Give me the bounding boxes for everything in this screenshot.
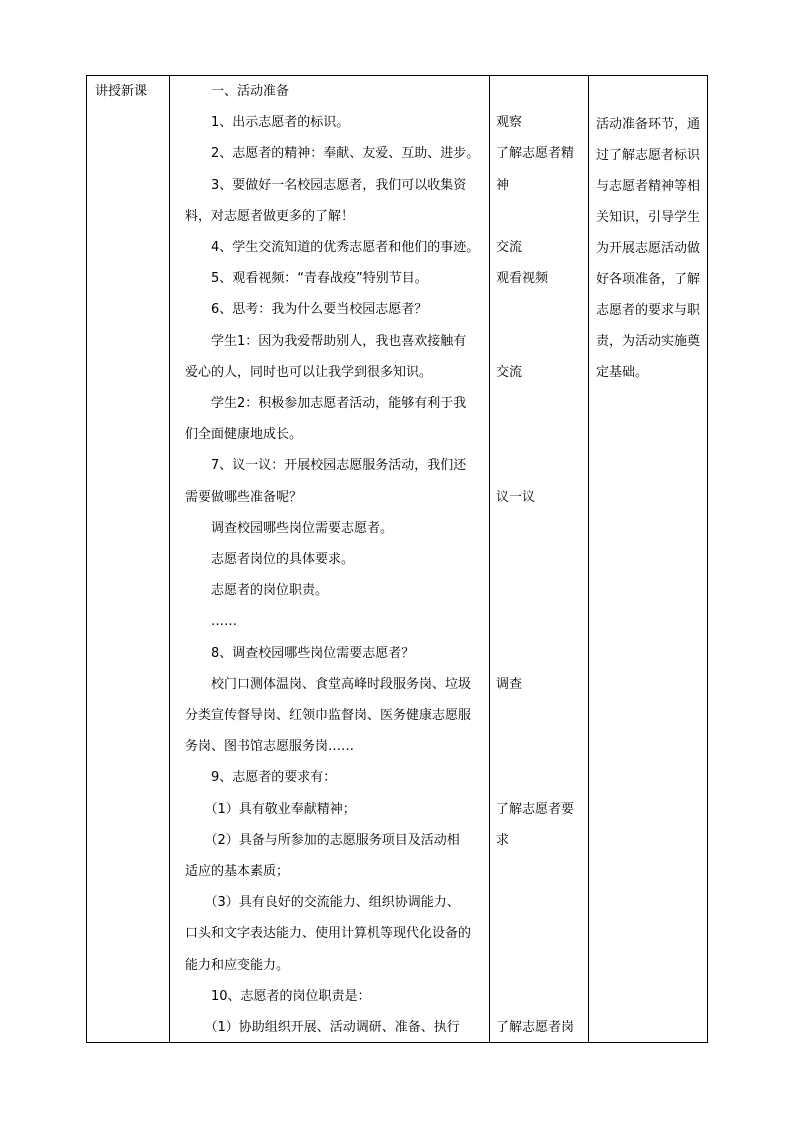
content-line: 一、活动准备 — [185, 84, 290, 99]
activity-line: 了解志愿者岗 — [496, 1020, 575, 1035]
content-line: 学生2：积极参加志愿者活动，能够有利于我 — [185, 396, 467, 411]
content-line: 7、议一议：开展校园志愿服务活动，我们还 — [185, 458, 467, 474]
content-line: 1、出示志愿者的标识。 — [185, 115, 350, 131]
activity-line: 交流 — [496, 240, 523, 255]
activity-line: 神 — [496, 177, 510, 193]
activity-line: 调查 — [496, 676, 523, 692]
content-line: 5、观看视频：“青春战疫”特别节目。 — [185, 271, 428, 287]
content-line: （1）具有敬业奉献精神； — [185, 801, 356, 817]
content-line: 8、调查校园哪些岗位需要志愿者？ — [185, 645, 415, 661]
content-line: 志愿者岗位的具体要求。 — [185, 552, 355, 567]
content-line: 需要做哪些准备呢？ — [185, 489, 303, 505]
content-line: （2）具备与所参加的志愿服务项目及活动相 — [185, 832, 460, 848]
content-line: 料，对志愿者做更多的了解！ — [185, 208, 355, 224]
design-intent-column — [596, 76, 704, 388]
content-line: 9、志愿者的要求有： — [185, 770, 337, 786]
section-label: 讲授新课 — [95, 84, 148, 99]
content-line: 爱心的人，同时也可以让我学到很多知识。 — [185, 364, 433, 380]
lesson-plan-table — [86, 75, 708, 1043]
content-line: （3）具有良好的交流能力、组织协调能力、 — [185, 895, 460, 911]
activity-line: 求 — [496, 832, 510, 848]
content-line: 适应的基本素质； — [185, 864, 290, 879]
activity-line: 议一议 — [496, 489, 536, 505]
content-line: 志愿者的岗位职责。 — [185, 583, 329, 599]
content-line: 3、要做好一名校园志愿者，我们可以收集资 — [185, 177, 467, 193]
content-line: 分类宣传督导岗、红领巾监督岗、医务健康志愿服 — [185, 708, 472, 723]
activity-line: 观看视频 — [496, 271, 549, 287]
column-divider — [588, 76, 589, 1042]
content-line: 调查校园哪些岗位需要志愿者。 — [185, 520, 394, 536]
activity-line: 交流 — [496, 364, 523, 380]
column-divider — [169, 76, 170, 1042]
content-line: 口头和文字表达能力、使用计算机等现代化设备的 — [185, 926, 472, 942]
content-line: 10、志愿者的岗位职责是： — [185, 988, 371, 1004]
content-line: 们全面健康地成长。 — [185, 427, 303, 443]
content-line: 能力和应变能力。 — [185, 957, 290, 973]
content-line: （1）协助组织开展、活动调研、准备、执行 — [185, 1020, 460, 1035]
column-divider — [489, 76, 490, 1042]
content-line: …… — [185, 614, 238, 630]
activity-line: 了解志愿者要 — [496, 801, 575, 817]
content-line: 6、思考：我为什么要当校园志愿者？ — [185, 302, 428, 318]
design-intent-text: 活动准备环节，通过了解志愿者标识与志愿者精神等相关知识，引导学生为开展志愿活动做好各项准备，了解志愿者的要求与职责，为活动实施奠定基础。 — [596, 117, 701, 380]
content-line: 务岗、图书馆志愿服务岗…… — [185, 739, 355, 755]
content-line: 4、学生交流知道的优秀志愿者和他们的事迹。 — [185, 240, 480, 255]
activity-line: 了解志愿者精 — [496, 146, 575, 162]
content-line: 校门口测体温岗、食堂高峰时段服务岗、垃圾 — [185, 676, 472, 692]
activity-line: 观察 — [496, 115, 523, 131]
content-line: 2、志愿者的精神：奉献、友爱、互助、进步。 — [185, 146, 480, 162]
content-line: 学生1：因为我爱帮助别人，我也喜欢接触有 — [185, 333, 467, 349]
